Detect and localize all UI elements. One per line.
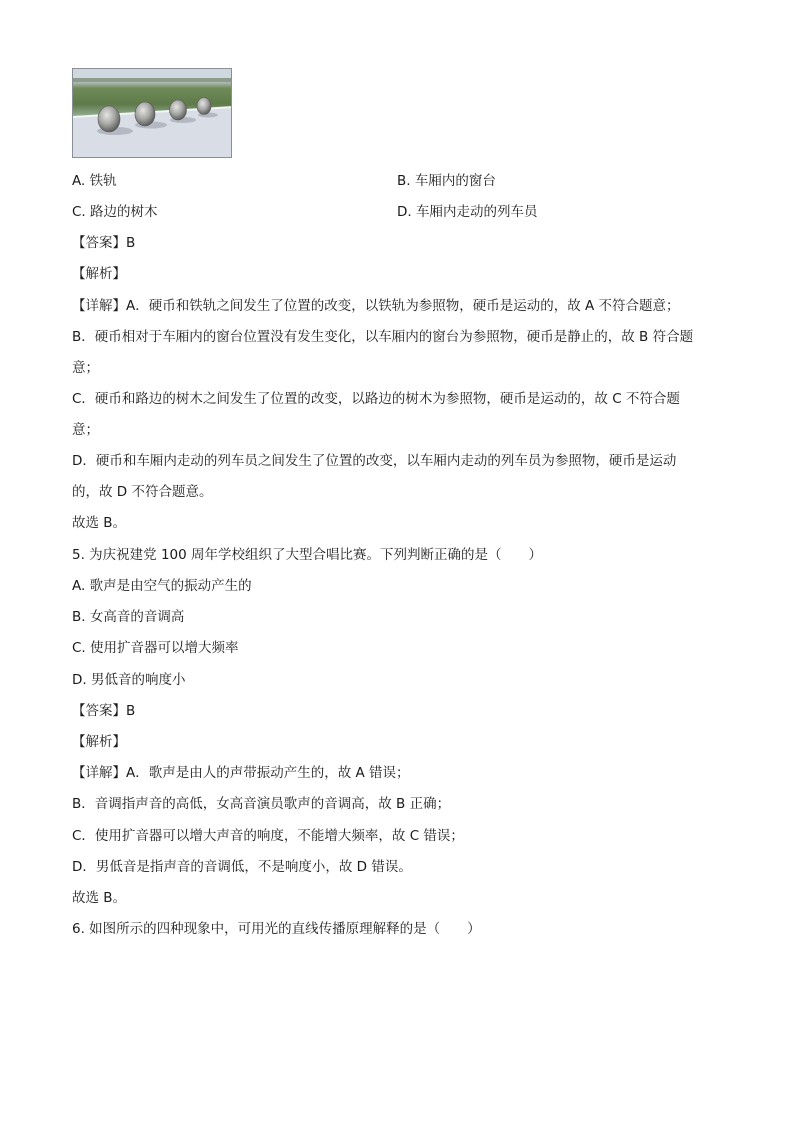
q4-analysis-heading: 【解析】 <box>72 266 126 282</box>
q4-detail-line: 意； <box>72 360 99 376</box>
q4-option-a: A. 铁轨 <box>72 173 117 189</box>
q4-detail-line: D．硬币和车厢内走动的列车员之间发生了位置的改变，以车厢内走动的列车员为参照物，硬币是运动 <box>72 453 677 469</box>
q5-answer: 【答案】B <box>72 703 136 719</box>
q5-stem: 5. 为庆祝建党 100 周年学校组织了大型合唱比赛。下列判断正确的是（ ） <box>72 547 543 563</box>
q4-option-c: C. 路边的树木 <box>72 204 158 220</box>
q4-detail-line: 【详解】A．硬币和铁轨之间发生了位置的改变，以铁轨为参照物，硬币是运动的，故 A 不符合题意； <box>72 298 680 314</box>
q4-detail-line: 意； <box>72 422 99 438</box>
q4-option-d: D. 车厢内走动的列车员 <box>397 204 538 220</box>
q4-option-b: B. 车厢内的窗台 <box>397 173 496 189</box>
q4-detail-line: 的，故 D 不符合题意。 <box>72 484 213 500</box>
q5-detail-line: D．男低音是指声音的音调低，不是响度小，故 D 错误。 <box>72 859 412 875</box>
q5-conclusion: 故选 B。 <box>72 890 127 906</box>
q4-conclusion: 故选 B。 <box>72 515 127 531</box>
q4-answer: 【答案】B <box>72 235 136 251</box>
q5-option-b: B. 女高音的音调高 <box>72 609 185 625</box>
q5-option-c: C. 使用扩音器可以增大频率 <box>72 640 239 656</box>
q5-option-a: A. 歌声是由空气的振动产生的 <box>72 578 252 594</box>
q5-option-d: D. 男低音的响度小 <box>72 672 186 688</box>
q4-detail-line: C．硬币和路边的树木之间发生了位置的改变，以路边的树木为参照物，硬币是运动的，故 C 不符合题 <box>72 391 680 407</box>
q5-analysis-heading: 【解析】 <box>72 734 126 750</box>
coins-on-windowsill-photo <box>72 68 232 158</box>
q5-detail-line: B．音调指声音的高低，女高音演员歌声的音调高，故 B 正确； <box>72 796 451 812</box>
q4-detail-line: B．硬币相对于车厢内的窗台位置没有发生变化，以车厢内的窗台为参照物，硬币是静止的，故 B 符合题 <box>72 329 694 345</box>
q5-detail-line: 【详解】A．歌声是由人的声带振动产生的，故 A 错误； <box>72 765 410 781</box>
q6-stem: 6. 如图所示的四种现象中，可用光的直线传播原理解释的是（ ） <box>72 921 481 937</box>
q5-detail-line: C．使用扩音器可以增大声音的响度，不能增大频率，故 C 错误； <box>72 828 464 844</box>
